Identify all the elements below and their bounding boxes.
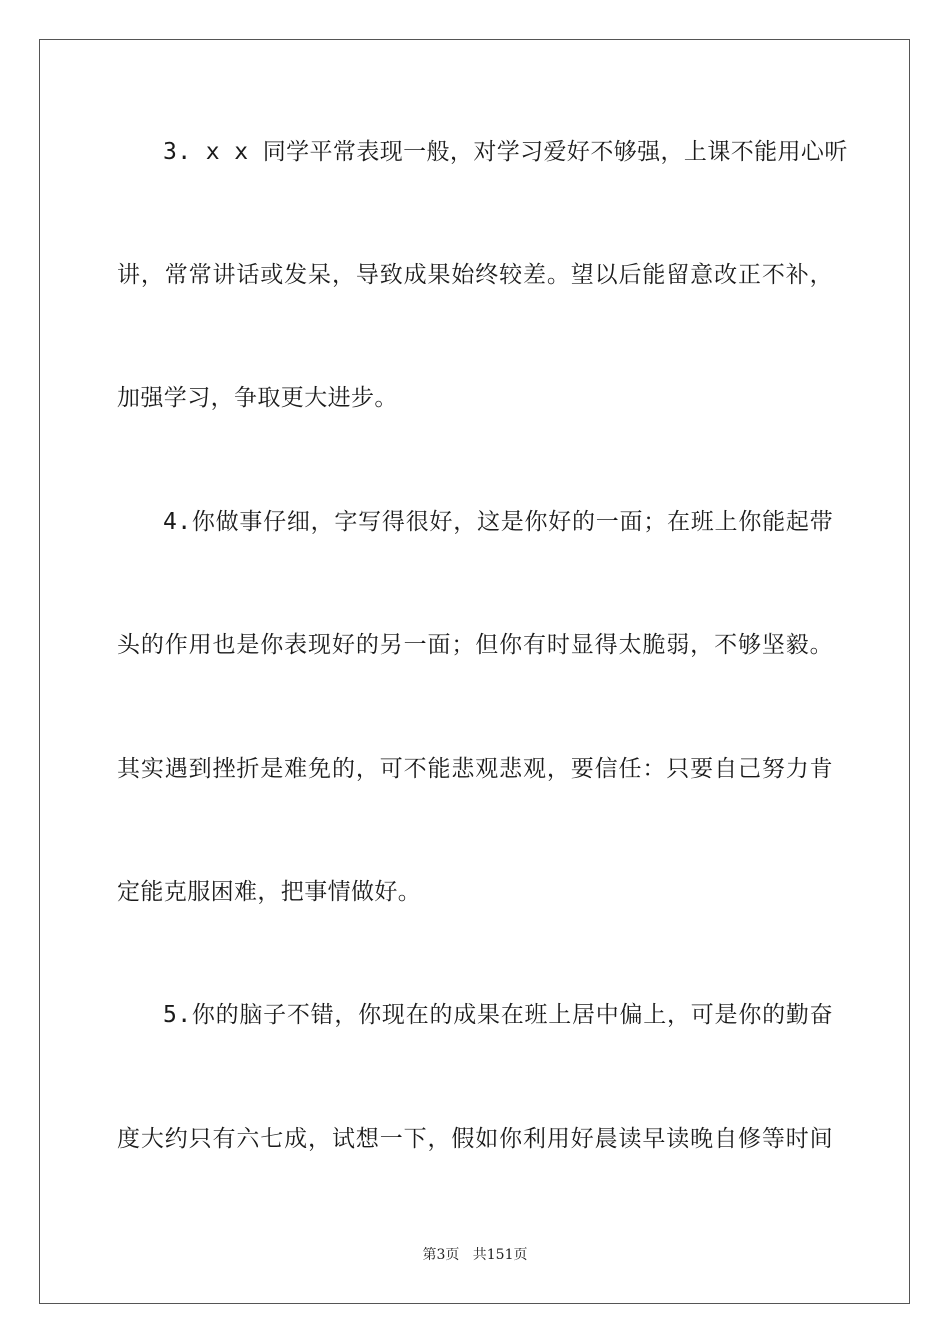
paragraph-5-line-2: 度大约只有六七成，试想一下，假如你利用好晨读早读晚自修等时间 (117, 1126, 833, 1152)
page-border (39, 39, 910, 1304)
page-number: 第3页 (422, 1247, 460, 1263)
page-footer (0, 1246, 950, 1264)
paragraph-4-line-2: 头的作用也是你表现好的另一面；但你有时显得太脆弱，不够坚毅。 (117, 632, 833, 658)
paragraph-3-line-3: 加强学习，争取更大进步。 (117, 385, 398, 411)
paragraph-4-line-3: 其实遇到挫折是难免的，可不能悲观悲观，要信任：只要自己努力肯 (117, 756, 833, 782)
paragraph-3-line-1: 3. x x 同学平常表现一般，对学习爱好不够强，上课不能用心听 (163, 139, 848, 165)
paragraph-4-line-1: 4.你做事仔细，字写得很好，这是你好的一面；在班上你能起带 (163, 509, 833, 535)
paragraph-4-line-4: 定能克服困难，把事情做好。 (117, 879, 422, 905)
paragraph-5-line-1: 5.你的脑子不错，你现在的成果在班上居中偏上，可是你的勤奋 (163, 1002, 833, 1028)
paragraph-3-line-2: 讲，常常讲话或发呆，导致成果始终较差。望以后能留意改正不补， (117, 262, 833, 288)
page-total: 共151页 (472, 1247, 528, 1263)
